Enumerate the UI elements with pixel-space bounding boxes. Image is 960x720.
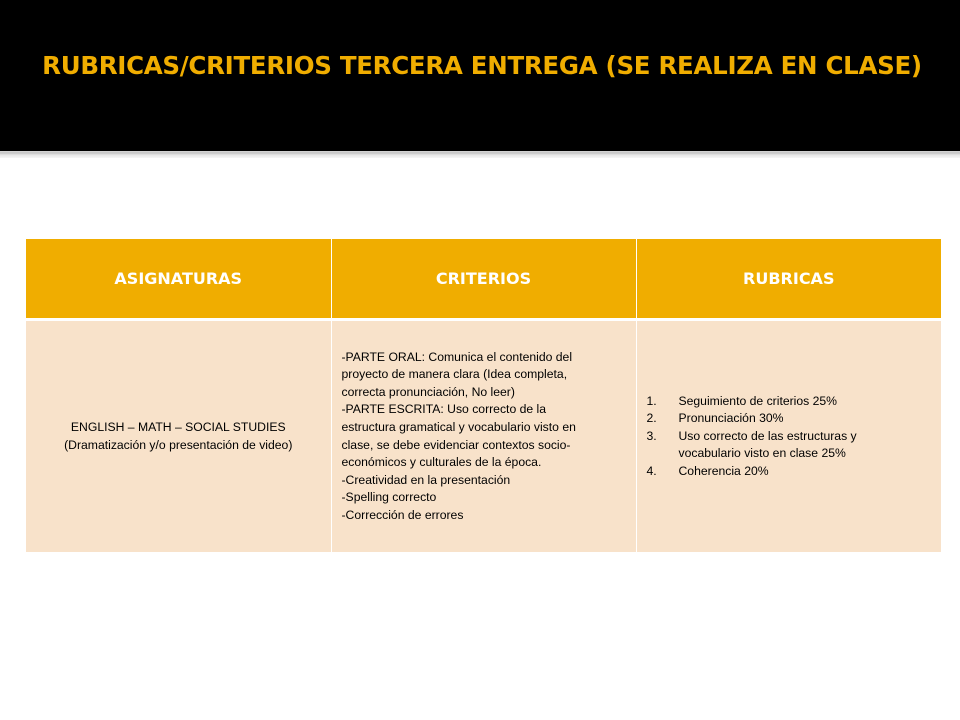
criteria-line: -PARTE ESCRITA: Uso correcto de la <box>341 402 547 417</box>
title-bar <box>0 0 960 151</box>
criteria-line: económicos y culturales de la época. <box>341 455 542 470</box>
list-item <box>647 463 920 481</box>
header-asignaturas: ASIGNATURAS <box>26 239 331 320</box>
rubric-table <box>26 239 941 552</box>
criteria-line: -Corrección de errores <box>341 507 464 522</box>
rubrics-cell <box>636 320 941 553</box>
list-item <box>647 410 920 428</box>
title-divider <box>0 151 960 158</box>
criteria-cell <box>331 320 636 553</box>
subjects-cell <box>26 320 331 553</box>
slide-title: RUBRICAS/CRITERIOS TERCERA ENTREGA (SE REALIZA EN CLASE) <box>42 51 922 80</box>
criteria-line: -Creatividad en la presentación <box>341 472 511 487</box>
header-rubricas: RUBRICAS <box>636 239 941 320</box>
rubric-number: 1. <box>646 393 657 408</box>
header-criterios: CRITERIOS <box>331 239 636 320</box>
list-item <box>647 428 920 463</box>
list-item <box>647 393 920 411</box>
criteria-line: estructura gramatical y vocabulario visto en <box>341 419 576 434</box>
table-header-row <box>26 239 941 320</box>
criteria-line: correcta pronunciación, No leer) <box>341 384 515 399</box>
criteria-line: clase, se debe evidenciar contextos socio- <box>341 437 571 452</box>
rubric-text: Uso correcto de las estructuras y vocabulario visto en clase 25% <box>678 428 857 461</box>
criteria-line: -Spelling correcto <box>341 490 437 505</box>
rubric-number: 2. <box>646 411 657 426</box>
rubric-text: Pronunciación 30% <box>678 411 784 426</box>
subjects-note: (Dramatización y/o presentación de video) <box>64 437 293 452</box>
rubric-text: Seguimiento de criterios 25% <box>678 393 838 408</box>
criteria-line: proyecto de manera clara (Idea completa, <box>341 367 568 382</box>
rubric-number: 3. <box>646 428 657 443</box>
subjects-line: ENGLISH – MATH – SOCIAL STUDIES <box>70 419 286 434</box>
table-row <box>26 320 941 553</box>
rubric-list <box>637 393 942 481</box>
rubric-text: Coherencia 20% <box>678 463 769 478</box>
rubric-number: 4. <box>646 463 657 478</box>
criteria-line: -PARTE ORAL: Comunica el contenido del <box>341 349 573 364</box>
